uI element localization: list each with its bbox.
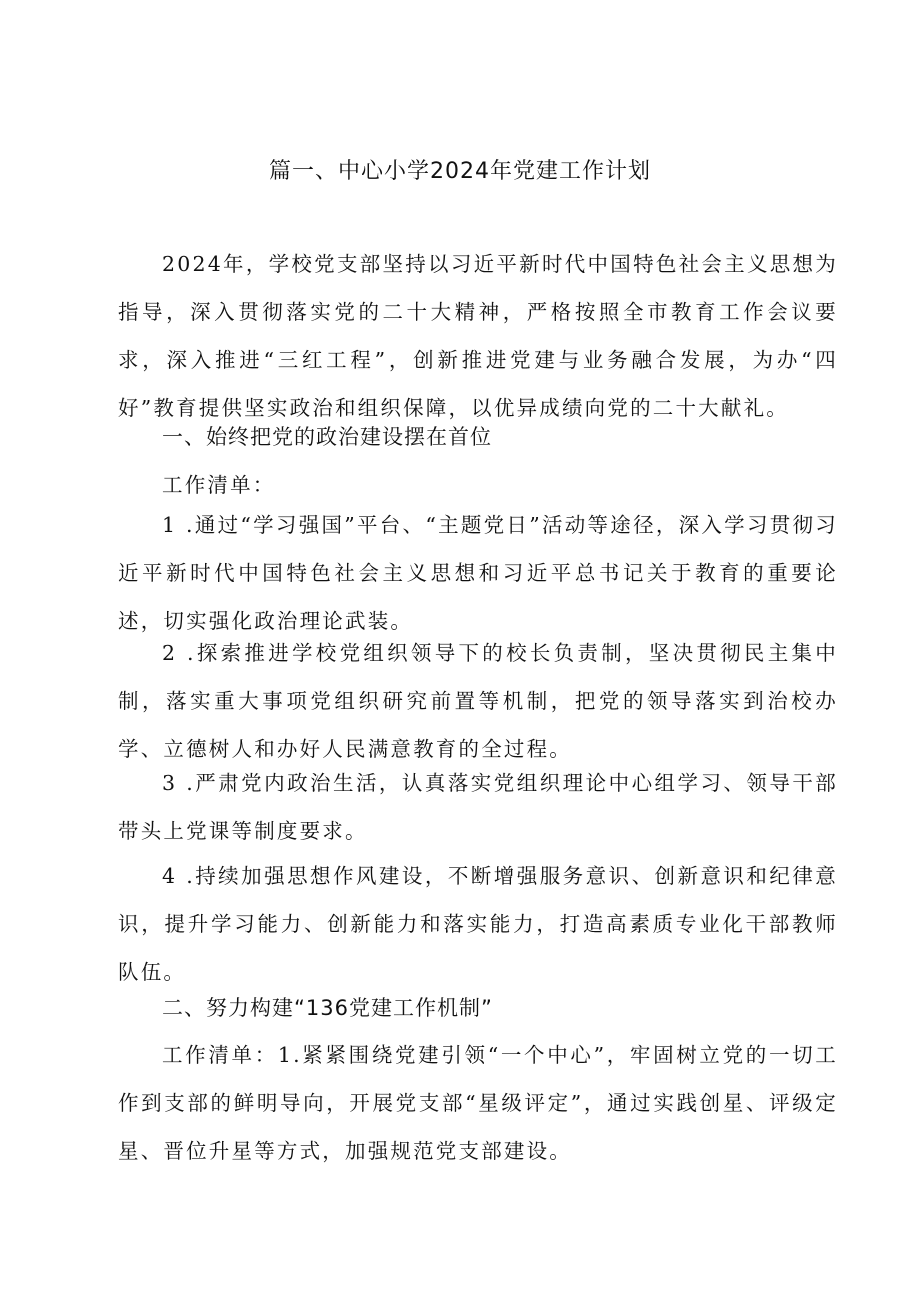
section-1-item-4: 4 .持续加强思想作风建设，不断增强服务意识、创新意识和纪律意识，提升学习能力、创新能力和落实能力，打造高素质专业化干部教师队伍。 <box>118 864 838 984</box>
document-title: 篇一、中心小学2024年党建工作计划 <box>269 159 651 184</box>
section-1-item-3: 3 .严肃党内政治生活，认真落实党组织理论中心组学习、领导干部带头上党课等制度要求。 <box>118 771 838 843</box>
section-2-heading: 二、努力构建“136党建工作机制” <box>162 996 493 1020</box>
section-1-list-label: 工作清单： <box>162 473 276 497</box>
section-1-item-2: 2 .探索推进学校党组织领导下的校长负责制，坚决贯彻民主集中制，落实重大事项党组织研究前置等机制，把党的领导落实到治校办学、立德树人和办好人民满意教育的全过程。 <box>118 641 838 761</box>
section-1-heading: 一、始终把党的政治建设摆在首位 <box>162 425 492 449</box>
section-2-paragraph: 工作清单：1.紧紧围绕党建引领“一个中心”，牢固树立党的一切工作到支部的鲜明导向，开展党支部“星级评定”，通过实践创星、评级定星、晋位升星等方式，加强规范党支部建设。 <box>118 1043 838 1163</box>
section-1-item-1: 1 .通过“学习强国”平台、“主题党日”活动等途径，深入学习贯彻习近平新时代中国特色社会主义思想和习近平总书记关于教育的重要论述，切实强化政治理论武装。 <box>118 513 838 633</box>
intro-paragraph: 2024年，学校党支部坚持以习近平新时代中国特色社会主义思想为指导，深入贯彻落实党的二十大精神，严格按照全市教育工作会议要求，深入推进“三红工程”，创新推进党建与业务融合发展，为办“四好”教育提供坚实政治和组织保障，以优异成绩向党的二十大献礼。 <box>118 252 838 420</box>
